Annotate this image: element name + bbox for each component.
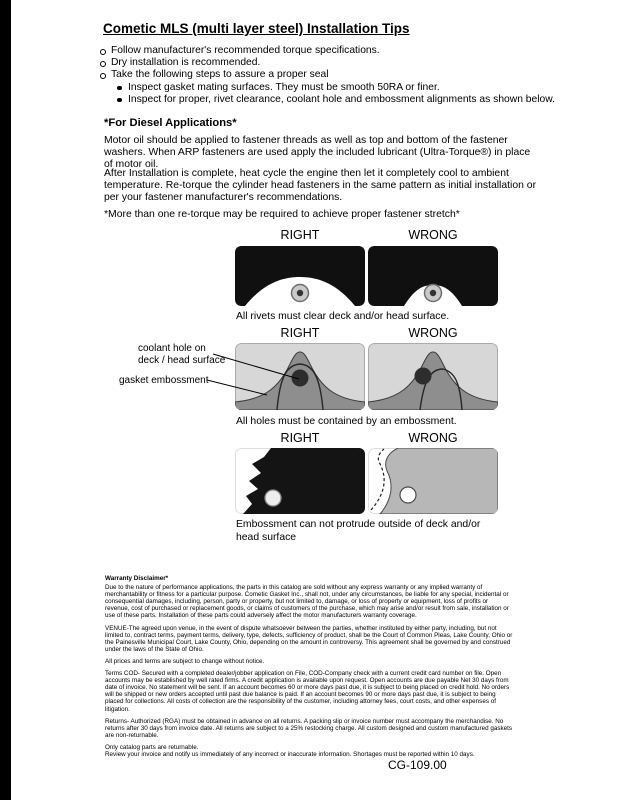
diesel-motor-oil-paragraph: Motor oil should be applied to fastener threads as well as top and bottom of the fastener washers. When ARP fasteners are used apply the included lubricant (Ultra-Torque®) in place of motor oil. <box>104 135 531 170</box>
holes-caption: All holes must be contained by an embossment. <box>236 416 457 427</box>
circle-bullet-icon <box>100 73 106 79</box>
dot-bullet-icon <box>117 98 122 103</box>
disclaimer-returns-paragraph: Returns- Authorized (RGA) must be obtained in advance on all returns. A packing slip or invoice number must accompany the merchandise. No returns after 30 days from invoice date. All returns are subject to a 25% restocking charge. All custom designed and custom manufactured gaskets are non-returnable. <box>105 717 513 739</box>
disclaimer-review-paragraph: Review your invoice and notify us immediately of any incorrect or inaccurate information. Shortages must be reported within 10 days. <box>105 750 475 758</box>
page-title: Cometic MLS (multi layer steel) Installation Tips <box>103 21 410 36</box>
wrong-label: WRONG <box>408 326 458 340</box>
tip-text: Inspect for proper, rivet clearance, coolant hole and embossment alignments as shown below. <box>128 93 555 105</box>
embossment-protrusion-right-image <box>235 448 365 514</box>
wrong-label: WRONG <box>408 228 458 242</box>
disclaimer-warranty-paragraph: Due to the nature of performance applications, the parts in this catalog are sold without any express warranty or any implied warranty of merchantability or fitness for a particular purpose. Cometic Gasket Inc., shall not, under any circumstances, be liable for any special, incidental or consequential damages, including, person, party or property, but not limited to, damage, or loss of property or equipment, loss of profits or revenue, cost of purchased or replacement goods, or claims of customers of the purchase, which may arise and/or result from sale, installation or use of these parts. Installation of these parts could adversely affect the motor manufacturers warranty coverage. <box>105 584 509 620</box>
tip-text: Inspect gasket mating surfaces. They must be smooth 50RA or finer. <box>128 81 440 93</box>
right-label: RIGHT <box>280 326 320 340</box>
right-label: RIGHT <box>280 431 320 445</box>
pointer-lines <box>203 349 305 401</box>
disclaimer-heading: Warranty Disclaimer* <box>105 575 169 582</box>
tip-sub-item <box>117 82 555 94</box>
disclaimer-terms-paragraph: Terms COD- Secured with a completed dealer/jobber application on File, COD-Company check with a current credit card number on file. Open accounts may be established by well rated firms. A credit application is available upon request. Open accounts are due payable Net 30 days from date of invoice. No statement will be sent. If an account becomes 60 or more days past due, it is subject to being placed on credit hold. No orders will be shipped or new orders accepted until past due balance is paid. If an account becomes 90 or more days past due, it is subject to being placed for collections. All costs of collection are the responsibility of the customer, including attorney fees, court costs, and other expenses of litigation. <box>105 670 510 713</box>
tip-text: Follow manufacturer's recommended torque specifications. <box>111 45 380 56</box>
warranty-disclaimer-section <box>105 575 513 763</box>
rivet-clearance-wrong-image <box>368 246 498 306</box>
hole-embossment-wrong-image <box>368 343 498 410</box>
protrusion-caption: Embossment can not protrude outside of deck and/or head surface <box>236 519 481 543</box>
rivet-clearance-right-image <box>235 246 365 306</box>
circle-bullet-icon <box>100 61 106 67</box>
tip-item <box>100 69 555 81</box>
right-label: RIGHT <box>280 228 320 242</box>
disclaimer-prices-paragraph: All prices and terms are subject to change without notice. <box>105 657 265 665</box>
tip-item <box>100 57 555 69</box>
circle-bullet-icon <box>100 49 106 55</box>
coolant-hole-pointer-line2: deck / head surface <box>138 354 226 366</box>
embossment-protrusion-wrong-image <box>368 448 498 514</box>
tip-item <box>100 45 555 57</box>
coolant-hole-pointer-line1: coolant hole on <box>138 343 206 354</box>
tip-text: Dry installation is recommended. <box>111 57 261 69</box>
gasket-embossment-pointer-label: gasket embossment <box>119 375 209 386</box>
rivet-caption: All rivets must clear deck and/or head surface. <box>236 311 450 322</box>
diesel-heat-cycle-paragraph: After Installation is complete, heat cycle the engine then let it completely cool to ambient temperature. Re-torque the cylinder head fasteners in the same pattern as initial installation or per your fastener manufacturer's recommendations. <box>104 168 537 203</box>
tip-sub-item <box>117 94 555 106</box>
disclaimer-catalog-paragraph: Only catalog parts are returnable. <box>105 743 199 751</box>
page-left-border <box>0 0 11 800</box>
dot-bullet-icon <box>117 86 122 91</box>
diesel-retorque-note: *More than one re-torque may be required to achieve proper fastener stretch* <box>104 209 460 220</box>
diesel-applications-heading: *For Diesel Applications* <box>104 117 237 129</box>
page-number: CG-109.00 <box>388 758 447 772</box>
tip-text: Take the following steps to assure a proper seal <box>111 69 329 81</box>
disclaimer-venue-paragraph: VENUE-The agreed upon venue, in the event of dispute whatsoever between the parties, whether instituted by either party, including, but not limited to, contract terms, payment terms, delivery, type, defects, sufficiency of product, shall be the Court of Common Pleas, Lake County, Ohio or the Painesville Municipal Court, Lake County, Ohio, depending on the amount in controversy. This agreement shall be governed by and construed under the laws of the State of Ohio. <box>105 624 513 653</box>
installation-tips-list <box>100 45 555 106</box>
wrong-label: WRONG <box>408 431 458 445</box>
